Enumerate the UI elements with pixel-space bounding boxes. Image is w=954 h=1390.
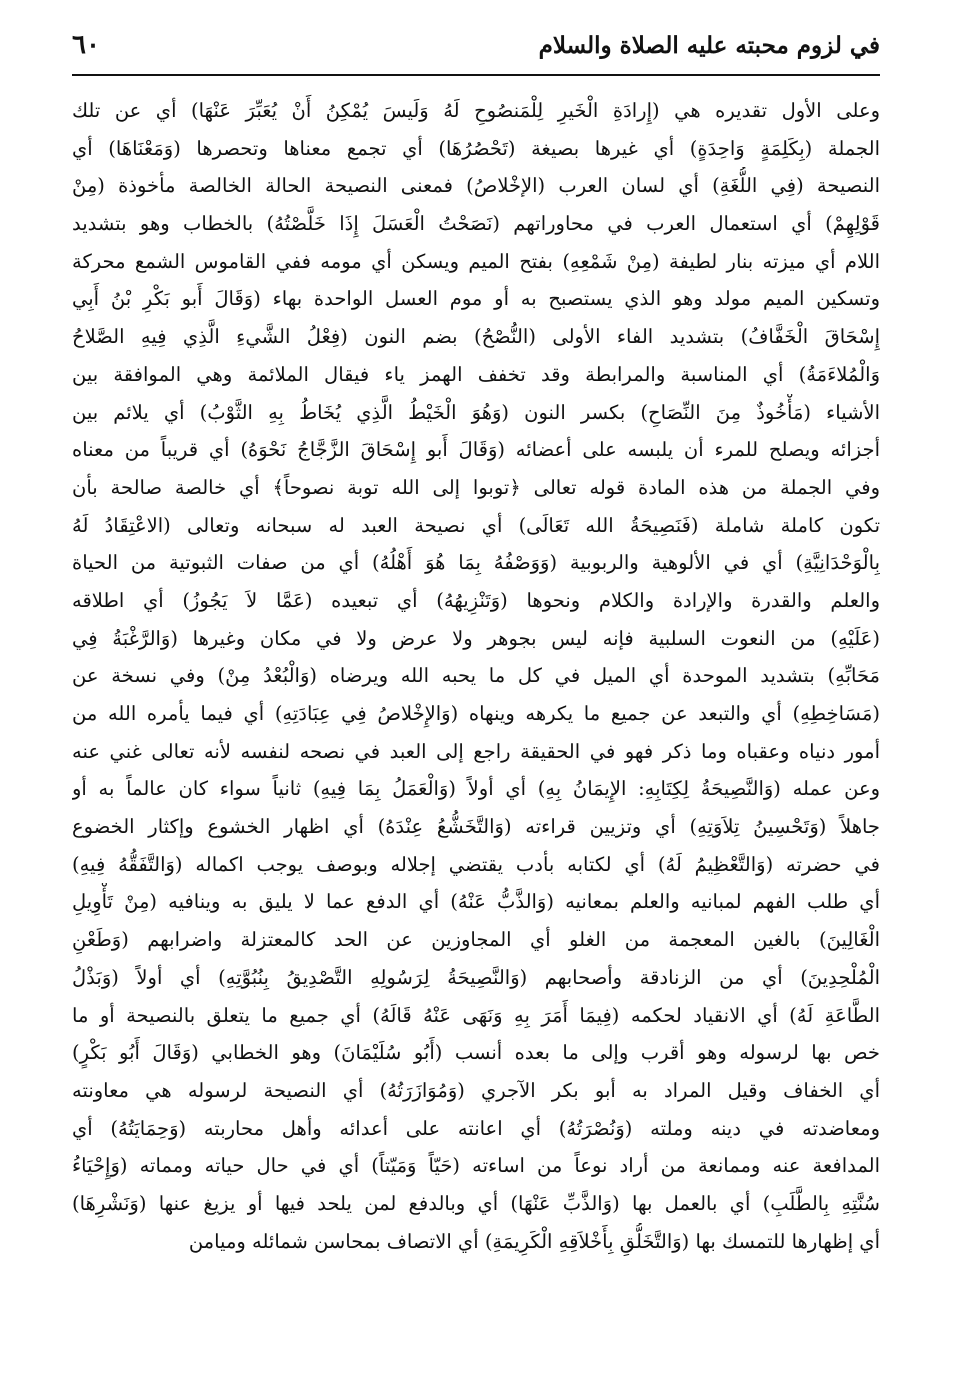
text-line: ومعاضدته في دينه وملته (وَنُصْرَتُهُ) أي اعانته على أعدائه وأهل محاربته (وَحِمَايَتُهُ) أي <box>72 1116 880 1140</box>
text-line: وَالْمُلاءَمَةُ) أي المناسبة والمرابطة وقد تخفف الهمز ياء فيقال الملائمة وهي الموافقة بين <box>72 362 880 386</box>
text-line: إِسْحَاقَ الْخَفَّافُ) بتشديد الفاء الأولى (النُّصْحُ) بضم النون (فِعْلُ الشَّيءِ الَّذِي فِيهِ الصَّلاحُ <box>72 325 880 349</box>
text-line: أجزائه ويصلح للمرء أن يلبسه على أعضائه (وَقَالَ أَبو إِسْحَاقَ الزَّجَّاجُ نَحْوَهُ) أي قريباً من معناه <box>72 438 880 462</box>
text-line: (عَلَيْهِ) من النعوت السلبية فإنه ليس بجوهر ولا عرض ولا في مكان وغيرها (وَالرَّغْبَةُ فِي <box>72 626 880 650</box>
text-line: قَوْلِهِمْ) أي استعمال العرب في محاوراتهم (نَصَحْتُ الْعَسَلَ إِذَا خَلَّصْتُهُ) بالخطاب وهو بتشديد <box>72 212 880 236</box>
text-line: أمور دنياه وعقباه وما ذكر فهو في الحقيقة راجع إلى العبد في نصحه لنفسه لأنه تعالى غني عنه <box>72 739 880 763</box>
text-line: النصيحة (فِي اللُّغَةِ) أي لسان العرب (الإخْلاصُ) فمعنى النصيحة الحالة الخالصة مأخوذة (مِنْ <box>72 174 880 198</box>
text-line: وفي الجملة من هذه المادة قوله تعالى ﴿توبوا إلى الله توبة نصوحاً﴾ أي خالصة صالحة بأن <box>72 475 880 499</box>
text-line: أي الخفاف وقيل المراد به أبو بكر الآجري (وَمُوَازَرَتُهُ) أي النصيحة لرسوله هي معاونته <box>72 1078 880 1102</box>
text-line: وعلى الأول تقديره هي (إِرادَةِ الْخَيرِ لِلْمَنصُوحِ لَهُ وَلَيسَ يُمْكِنُ أَنْ يُعَبِّرَ عَنْهَا) أي عن تلك <box>72 99 880 122</box>
text-line: أي طلب الفهم لمبانيه والعلم بمعانيه (وَالذَّبُّ عَنْهُ) أي الدفع عما لا يليق به وينافيه (مِنْ تَأْوِيلِ <box>72 890 880 914</box>
text-line: أي إظهارها للتمسك بها (وَالتَّخَلُّقِ بِأَخْلاَقِهِ الْكَرِيمَةِ) أي الاتصاف بمحاسن شمائله وميامن <box>188 1229 880 1253</box>
text-line: وتسكين الميم مولد وهو الذي يستصبح به أو موم العسل الواحدة بهاء (وَقَالَ أَبو بَكْرِ بْنُ أَبِي <box>72 287 880 311</box>
header-rule <box>72 74 880 76</box>
text-line: في حضرته (وَالتَّعْظِيمُ لَهُ) أي لكتابه بأدب يقتضي إجلاله وبوصف يوجب اكماله (وَالتَّفَقُّهُ فِيهِ) <box>72 852 880 876</box>
text-line: المدافعة عنه وممانعة من أراد نوعاً من اساءته (حَيّاً وَمَيّتاً) أي في حال حياته ومماته (وَإِحْيَاءُ <box>72 1154 880 1178</box>
text-line: خص بها لرسوله وهو أقرب وإلى ما بعده أنسب (أَبُو سُلَيْمَانَ) وهو الخطابي (وَقَالَ أَبُو بَكْرٍ) <box>72 1041 880 1065</box>
text-line: والعلم والقدرة والإرادة والكلام ونحوها (وَتَنْزِيهُهُ) أي تبعيده (عَمَّا لاَ يَجُوزُ) أي اطلاقه <box>72 588 880 612</box>
text-line: الأشياء (مَأْخُوذٌ مِنَ النِّصَاحِ) بكسر النون (وَهُوَ الْخَيْطُ الَّذِي يُخَاطُ بِهِ الثَّوْبُ) أي يلائم بين <box>72 400 880 424</box>
text-line: مَحَابِّهِ) بتشديد الموحدة أي الميل في كل ما يحبه الله ويرضاه (وَالْبُعْدُ مِنْ) وفي نسخة عن <box>72 664 880 688</box>
text-line: الطَّاعَةِ لَهُ) أي الانقياد لحكمه (فِيمَا أَمَرَ بِهِ وَنَهَى عَنْهُ قَالَهُ) أي جميع ما يتعلق بالنصيحة أو ما <box>72 1003 880 1027</box>
text-line: سُنَّتِهِ بِالطَّلَبِ) أي بالعمل بها (وَالذَّبِّ عَنْهَا) أي وبالدفع لمن يلحد فيها أو يزيغ عنها (وَنَشْرِهَا) <box>72 1191 880 1215</box>
text-line: الْغَالِينَ) بالغين المعجمة من الغلو أي المجاوزين عن الحد كالمعتزلة واضرابهم (وَطَعْنِ <box>72 928 880 952</box>
running-header <box>72 26 880 70</box>
text-line: وعن عمله (وَالنَّصِيحَةُ لِكِتَابِهِ: الإِيمَانُ بِهِ) أي أولاً (وَالْعَمَلُ بِمَا فِيهِ) ثانياً سواء كان عالماً به أو <box>72 777 880 801</box>
text-line: جاهلاً (وَتَحْسِينُ تِلاَوَتِهِ) أي وتزيين قراءته (وَالتَّخَشُّعُ عِنْدَهُ) أي اظهار الخشوع وإكثار الخضوع <box>72 815 880 839</box>
text-line: الْمُلْحِدِينَ) أي من الزنادقة وأصحابهم (وَالنَّصِيحَةُ لِرَسُولِهِ التَّصْدِيقُ بِنُبُوَّتِهِ) أي أولاً (وَبَذْلُ <box>72 965 880 989</box>
text-line: بِالْوَحْدَانِيَّةِ) أي في الألوهية والربوبية (وَوَصْفُهُ بِمَا هُوَ أَهْلُهُ) أي من صفات الثبوتية من الحياة <box>72 551 880 575</box>
text-line: اللام أي ميزته بنار لطيفة (مِنْ شَمْعِهِ) بفتح الميم ويسكن أي مومه ففي القاموس الشمع محركة <box>72 249 880 273</box>
body-text <box>72 92 880 1260</box>
text-line: الجملة (بِكَلِمَةٍ وَاحِدَةٍ) أي غيرها بصيغة (تَحْصُرُهَا) أي تجمع معناها وتحصرها (وَمَعْنَاهَا) أي <box>72 136 880 160</box>
header-title: في لزوم محبته عليه الصلاة والسلام <box>538 32 880 59</box>
text-line: تكون كاملة شاملة (فَنَصِيحَةُ الله تَعَالَى) أي نصيحة العبد له سبحانه وتعالى (الاعْتِقَادُ لَهُ <box>72 513 880 537</box>
page-number: ٦٠ <box>72 30 100 60</box>
text-line: (مَسَاخِطِهِ) أي والتبعد عن جميع ما يكرهه وينهاه (وَالإِخْلاصُ فِي عِبَادَتِهِ) أي فيما يأمره الله من <box>72 702 880 725</box>
